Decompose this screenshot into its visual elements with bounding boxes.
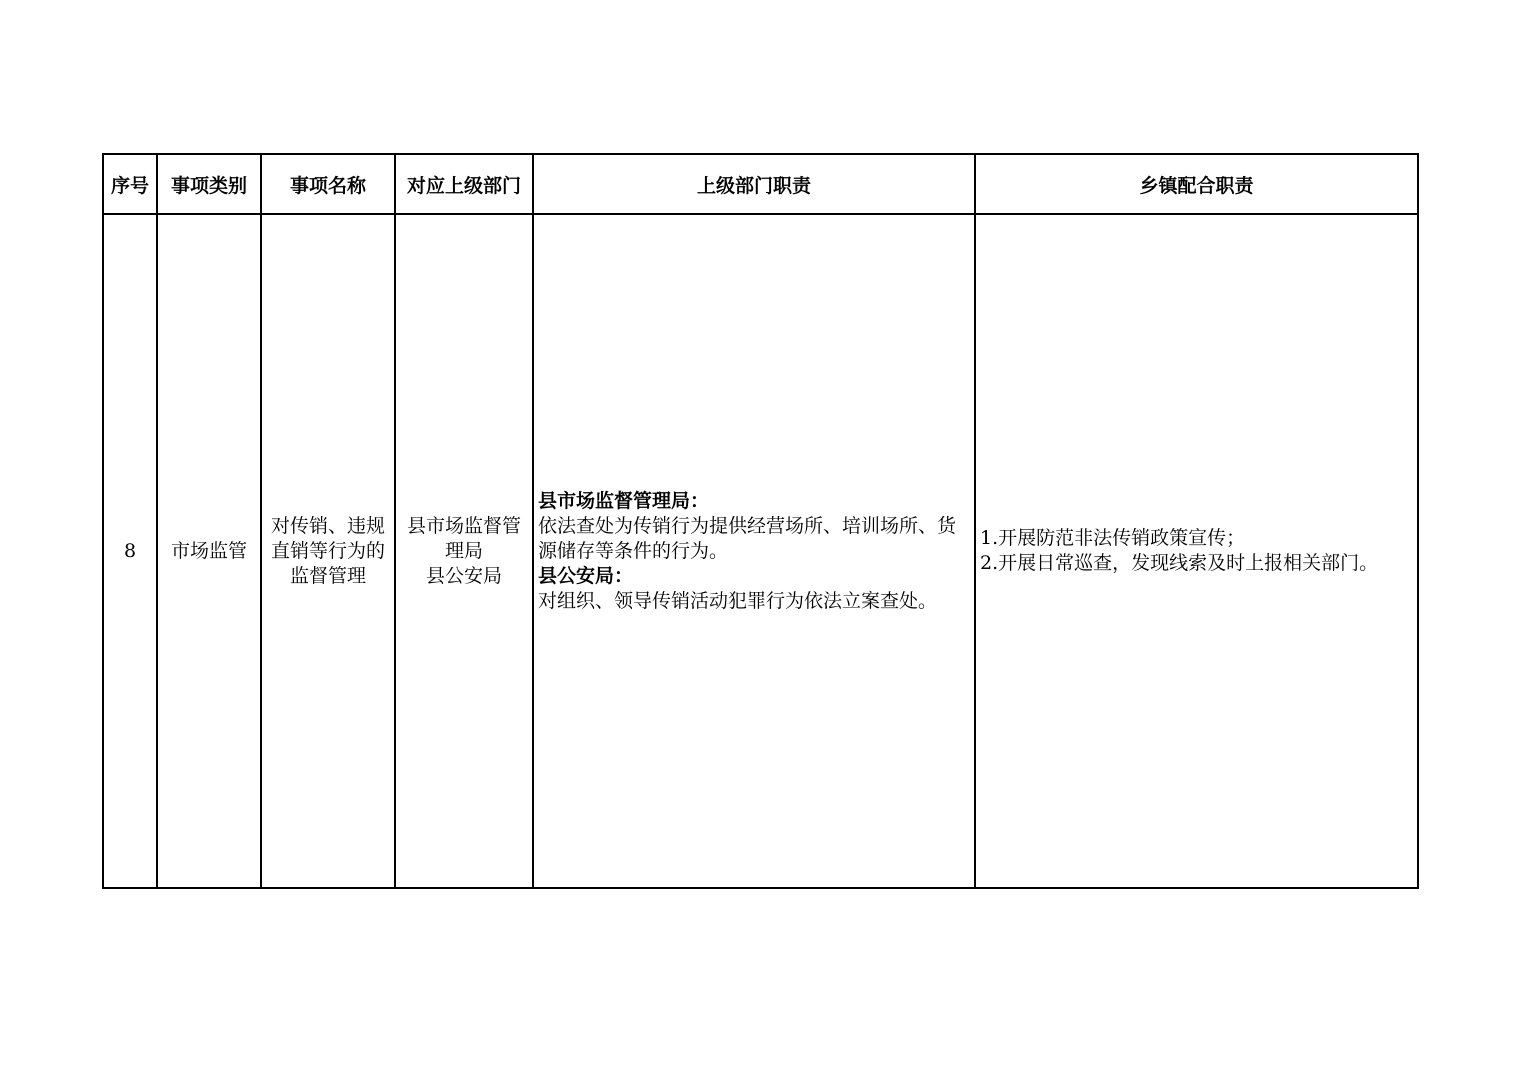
- table-row: [103, 214, 1418, 888]
- row-departments: [395, 214, 533, 888]
- row-category: [157, 214, 261, 888]
- header-township-duties: 乡镇配合职责: [975, 154, 1418, 214]
- header-superior-duties: 上级部门职责: [533, 154, 975, 214]
- department-line-3: 县公安局: [425, 564, 502, 587]
- row-index: [103, 214, 157, 888]
- row-item-name-value: 对传销、违规直销等行为的监督管理: [270, 514, 385, 587]
- header-item-name: 事项名称: [261, 154, 395, 214]
- row-superior-duties: [533, 214, 975, 888]
- superior-dept-2-duty: 对组织、领导传销活动犯罪行为依法立案查处。: [538, 589, 938, 612]
- row-category-value: 市场监管: [170, 539, 247, 562]
- row-item-name: [261, 214, 395, 888]
- header-category: 事项类别: [157, 154, 261, 214]
- header-index: 序号: [103, 154, 157, 214]
- row-index-value: 8: [123, 539, 137, 562]
- header-department: 对应上级部门: [395, 154, 533, 214]
- department-line-2: 理局: [444, 539, 483, 562]
- township-duty-2: 2.开展日常巡查，发现线索及时上报相关部门。: [980, 552, 1379, 574]
- row-township-duties: [975, 214, 1418, 888]
- header-row: [103, 154, 1418, 214]
- department-line-1: 县市场监督管: [406, 514, 521, 537]
- duty-table: [102, 153, 1419, 889]
- superior-dept-1-title: 县市场监督管理局：: [538, 489, 710, 512]
- township-duty-1: 1.开展防范非法传销政策宣传；: [980, 527, 1246, 549]
- superior-dept-2-title: 县公安局：: [538, 564, 634, 587]
- superior-dept-1-duty: 依法查处为传销行为提供经营场所、培训场所、货源储存等条件的行为。: [538, 514, 957, 562]
